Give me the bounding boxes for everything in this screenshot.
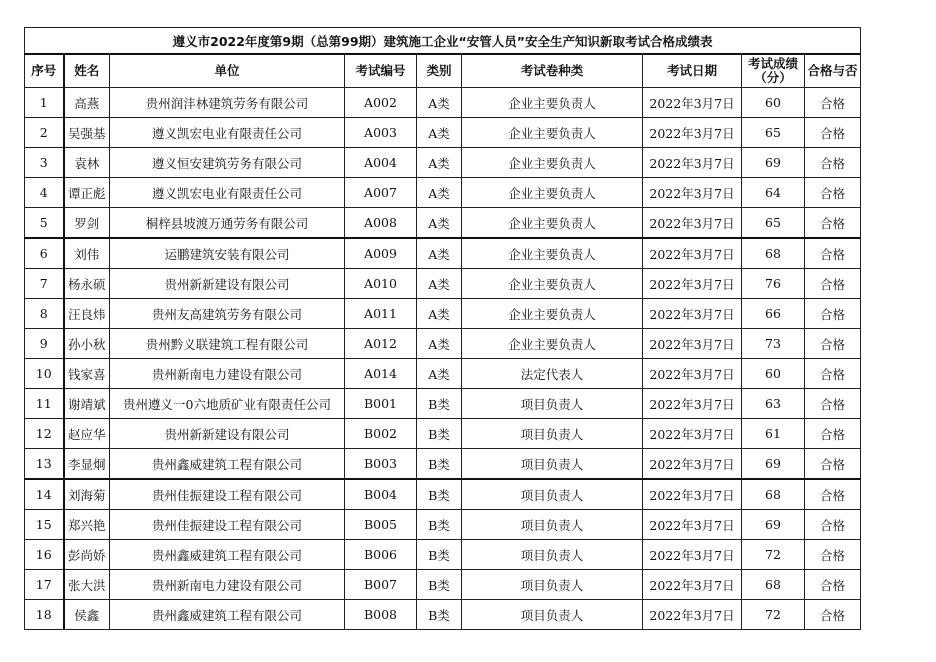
cell-exam-id: A012 <box>345 329 417 359</box>
cell-score: 69 <box>742 510 805 540</box>
cell-name: 彭尚娇 <box>64 540 110 570</box>
cell-name: 谢靖斌 <box>64 389 110 419</box>
cell-paper-type: 项目负责人 <box>462 479 643 510</box>
cell-pass-status: 合格 <box>805 540 861 570</box>
cell-company: 贵州新南电力建设有限公司 <box>110 570 345 600</box>
cell-company: 贵州新南电力建设有限公司 <box>110 359 345 389</box>
table-row <box>25 570 861 600</box>
cell-seq: 5 <box>25 208 64 239</box>
header-pass-status: 合格与否 <box>805 54 861 88</box>
cell-name: 刘海菊 <box>64 479 110 510</box>
cell-score: 63 <box>742 389 805 419</box>
cell-exam-date: 2022年3月7日 <box>643 449 742 480</box>
cell-paper-type: 法定代表人 <box>462 359 643 389</box>
cell-name: 杨永硕 <box>64 269 110 299</box>
cell-name: 李显炯 <box>64 449 110 480</box>
cell-category: B类 <box>417 449 462 480</box>
cell-pass-status: 合格 <box>805 479 861 510</box>
cell-score: 76 <box>742 269 805 299</box>
cell-name: 赵应华 <box>64 419 110 449</box>
cell-exam-date: 2022年3月7日 <box>643 88 742 118</box>
table-row <box>25 148 861 178</box>
header-company: 单位 <box>110 54 345 88</box>
cell-company: 遵义恒安建筑劳务有限公司 <box>110 148 345 178</box>
header-exam-id: 考试编号 <box>345 54 417 88</box>
header-row <box>25 54 861 88</box>
cell-paper-type: 企业主要负责人 <box>462 208 643 239</box>
table-row <box>25 600 861 630</box>
cell-paper-type: 项目负责人 <box>462 510 643 540</box>
cell-score: 68 <box>742 570 805 600</box>
table-title: 遵义市2022年度第9期（总第99期）建筑施工企业“安管人员”安全生产知识新取考试合格成绩表 <box>25 28 861 55</box>
cell-exam-id: A014 <box>345 359 417 389</box>
cell-exam-date: 2022年3月7日 <box>643 299 742 329</box>
cell-score: 69 <box>742 148 805 178</box>
cell-category: A类 <box>417 88 462 118</box>
cell-pass-status: 合格 <box>805 118 861 148</box>
cell-exam-id: A003 <box>345 118 417 148</box>
cell-score: 65 <box>742 208 805 239</box>
cell-exam-id: B004 <box>345 479 417 510</box>
cell-pass-status: 合格 <box>805 299 861 329</box>
cell-category: A类 <box>417 269 462 299</box>
cell-exam-date: 2022年3月7日 <box>643 510 742 540</box>
cell-category: A类 <box>417 118 462 148</box>
header-paper-type: 考试卷种类 <box>462 54 643 88</box>
cell-company: 遵义凯宏电业有限责任公司 <box>110 118 345 148</box>
cell-company: 贵州遵义一0六地质矿业有限责任公司 <box>110 389 345 419</box>
cell-exam-date: 2022年3月7日 <box>643 118 742 148</box>
cell-company: 运鹏建筑安装有限公司 <box>110 238 345 269</box>
cell-pass-status: 合格 <box>805 178 861 208</box>
cell-score: 69 <box>742 449 805 480</box>
cell-paper-type: 企业主要负责人 <box>462 178 643 208</box>
cell-company: 贵州黔义联建筑工程有限公司 <box>110 329 345 359</box>
cell-exam-id: B007 <box>345 570 417 600</box>
table-row <box>25 178 861 208</box>
cell-category: B类 <box>417 419 462 449</box>
cell-category: B类 <box>417 540 462 570</box>
cell-paper-type: 项目负责人 <box>462 540 643 570</box>
cell-exam-date: 2022年3月7日 <box>643 570 742 600</box>
cell-paper-type: 项目负责人 <box>462 600 643 630</box>
cell-paper-type: 企业主要负责人 <box>462 269 643 299</box>
header-score: 考试成绩（分） <box>742 54 805 88</box>
cell-name: 张大洪 <box>64 570 110 600</box>
cell-exam-id: A008 <box>345 208 417 239</box>
cell-seq: 3 <box>25 148 64 178</box>
cell-exam-id: A004 <box>345 148 417 178</box>
cell-exam-id: A010 <box>345 269 417 299</box>
cell-exam-date: 2022年3月7日 <box>643 359 742 389</box>
cell-pass-status: 合格 <box>805 570 861 600</box>
cell-seq: 1 <box>25 88 64 118</box>
cell-name: 汪良炜 <box>64 299 110 329</box>
cell-company: 桐梓县坡渡万通劳务有限公司 <box>110 208 345 239</box>
cell-exam-id: A002 <box>345 88 417 118</box>
cell-pass-status: 合格 <box>805 419 861 449</box>
cell-category: A类 <box>417 208 462 239</box>
cell-name: 侯鑫 <box>64 600 110 630</box>
cell-score: 60 <box>742 359 805 389</box>
cell-company: 贵州新新建设有限公司 <box>110 269 345 299</box>
cell-score: 72 <box>742 600 805 630</box>
cell-paper-type: 项目负责人 <box>462 419 643 449</box>
cell-exam-date: 2022年3月7日 <box>643 389 742 419</box>
cell-company: 贵州鑫威建筑工程有限公司 <box>110 600 345 630</box>
table-row <box>25 118 861 148</box>
cell-score: 73 <box>742 329 805 359</box>
cell-paper-type: 企业主要负责人 <box>462 299 643 329</box>
cell-seq: 4 <box>25 178 64 208</box>
cell-paper-type: 项目负责人 <box>462 389 643 419</box>
cell-seq: 18 <box>25 600 64 630</box>
cell-category: B类 <box>417 570 462 600</box>
cell-company: 贵州新新建设有限公司 <box>110 419 345 449</box>
cell-name: 高燕 <box>64 88 110 118</box>
header-seq: 序号 <box>25 54 64 88</box>
cell-exam-id: B005 <box>345 510 417 540</box>
cell-category: B类 <box>417 389 462 419</box>
cell-exam-id: B006 <box>345 540 417 570</box>
cell-pass-status: 合格 <box>805 269 861 299</box>
header-name: 姓名 <box>64 54 110 88</box>
cell-score: 68 <box>742 238 805 269</box>
cell-company: 贵州佳振建设工程有限公司 <box>110 510 345 540</box>
table-row <box>25 269 861 299</box>
table-row <box>25 419 861 449</box>
cell-pass-status: 合格 <box>805 238 861 269</box>
cell-exam-date: 2022年3月7日 <box>643 329 742 359</box>
cell-seq: 16 <box>25 540 64 570</box>
cell-paper-type: 企业主要负责人 <box>462 238 643 269</box>
cell-category: A类 <box>417 299 462 329</box>
cell-exam-date: 2022年3月7日 <box>643 208 742 239</box>
cell-name: 谭正彪 <box>64 178 110 208</box>
table-row <box>25 359 861 389</box>
table-row <box>25 88 861 118</box>
cell-category: A类 <box>417 359 462 389</box>
cell-category: B类 <box>417 600 462 630</box>
cell-category: A类 <box>417 329 462 359</box>
cell-name: 钱家喜 <box>64 359 110 389</box>
cell-category: B类 <box>417 479 462 510</box>
cell-exam-id: B002 <box>345 419 417 449</box>
cell-pass-status: 合格 <box>805 389 861 419</box>
cell-company: 贵州润沣林建筑劳务有限公司 <box>110 88 345 118</box>
cell-pass-status: 合格 <box>805 449 861 480</box>
cell-exam-date: 2022年3月7日 <box>643 419 742 449</box>
cell-exam-id: B008 <box>345 600 417 630</box>
cell-exam-date: 2022年3月7日 <box>643 238 742 269</box>
header-exam-date: 考试日期 <box>643 54 742 88</box>
cell-score: 61 <box>742 419 805 449</box>
cell-exam-date: 2022年3月7日 <box>643 269 742 299</box>
cell-category: A类 <box>417 178 462 208</box>
cell-seq: 7 <box>25 269 64 299</box>
cell-seq: 15 <box>25 510 64 540</box>
table-row <box>25 479 861 510</box>
table-row <box>25 208 861 239</box>
cell-pass-status: 合格 <box>805 600 861 630</box>
cell-exam-date: 2022年3月7日 <box>643 178 742 208</box>
table-row <box>25 238 861 269</box>
cell-exam-id: B001 <box>345 389 417 419</box>
cell-seq: 6 <box>25 238 64 269</box>
cell-seq: 14 <box>25 479 64 510</box>
cell-seq: 9 <box>25 329 64 359</box>
cell-name: 袁林 <box>64 148 110 178</box>
cell-pass-status: 合格 <box>805 88 861 118</box>
cell-exam-date: 2022年3月7日 <box>643 479 742 510</box>
cell-paper-type: 项目负责人 <box>462 570 643 600</box>
table-row <box>25 299 861 329</box>
cell-exam-date: 2022年3月7日 <box>643 540 742 570</box>
cell-company: 贵州友高建筑劳务有限公司 <box>110 299 345 329</box>
cell-company: 遵义凯宏电业有限责任公司 <box>110 178 345 208</box>
results-table <box>24 27 861 630</box>
header-category: 类别 <box>417 54 462 88</box>
table-row <box>25 510 861 540</box>
cell-paper-type: 企业主要负责人 <box>462 88 643 118</box>
table-row <box>25 389 861 419</box>
cell-exam-id: A007 <box>345 178 417 208</box>
cell-exam-id: A009 <box>345 238 417 269</box>
cell-seq: 2 <box>25 118 64 148</box>
cell-exam-date: 2022年3月7日 <box>643 600 742 630</box>
cell-score: 65 <box>742 118 805 148</box>
cell-score: 66 <box>742 299 805 329</box>
cell-category: B类 <box>417 510 462 540</box>
cell-paper-type: 企业主要负责人 <box>462 148 643 178</box>
cell-pass-status: 合格 <box>805 148 861 178</box>
cell-exam-id: A011 <box>345 299 417 329</box>
cell-paper-type: 项目负责人 <box>462 449 643 480</box>
cell-name: 郑兴艳 <box>64 510 110 540</box>
cell-score: 68 <box>742 479 805 510</box>
cell-category: A类 <box>417 148 462 178</box>
cell-seq: 13 <box>25 449 64 480</box>
cell-pass-status: 合格 <box>805 329 861 359</box>
cell-seq: 10 <box>25 359 64 389</box>
cell-name: 孙小秋 <box>64 329 110 359</box>
cell-category: A类 <box>417 238 462 269</box>
cell-seq: 8 <box>25 299 64 329</box>
cell-company: 贵州鑫威建筑工程有限公司 <box>110 449 345 480</box>
cell-paper-type: 企业主要负责人 <box>462 118 643 148</box>
cell-score: 72 <box>742 540 805 570</box>
cell-seq: 12 <box>25 419 64 449</box>
cell-paper-type: 企业主要负责人 <box>462 329 643 359</box>
cell-company: 贵州鑫威建筑工程有限公司 <box>110 540 345 570</box>
cell-company: 贵州佳振建设工程有限公司 <box>110 479 345 510</box>
cell-pass-status: 合格 <box>805 359 861 389</box>
cell-name: 吴强基 <box>64 118 110 148</box>
cell-exam-date: 2022年3月7日 <box>643 148 742 178</box>
cell-seq: 17 <box>25 570 64 600</box>
table-row <box>25 540 861 570</box>
cell-seq: 11 <box>25 389 64 419</box>
cell-name: 刘伟 <box>64 238 110 269</box>
table-row <box>25 449 861 480</box>
cell-score: 64 <box>742 178 805 208</box>
cell-pass-status: 合格 <box>805 208 861 239</box>
cell-score: 60 <box>742 88 805 118</box>
cell-exam-id: B003 <box>345 449 417 480</box>
cell-name: 罗剑 <box>64 208 110 239</box>
table-row <box>25 329 861 359</box>
cell-pass-status: 合格 <box>805 510 861 540</box>
